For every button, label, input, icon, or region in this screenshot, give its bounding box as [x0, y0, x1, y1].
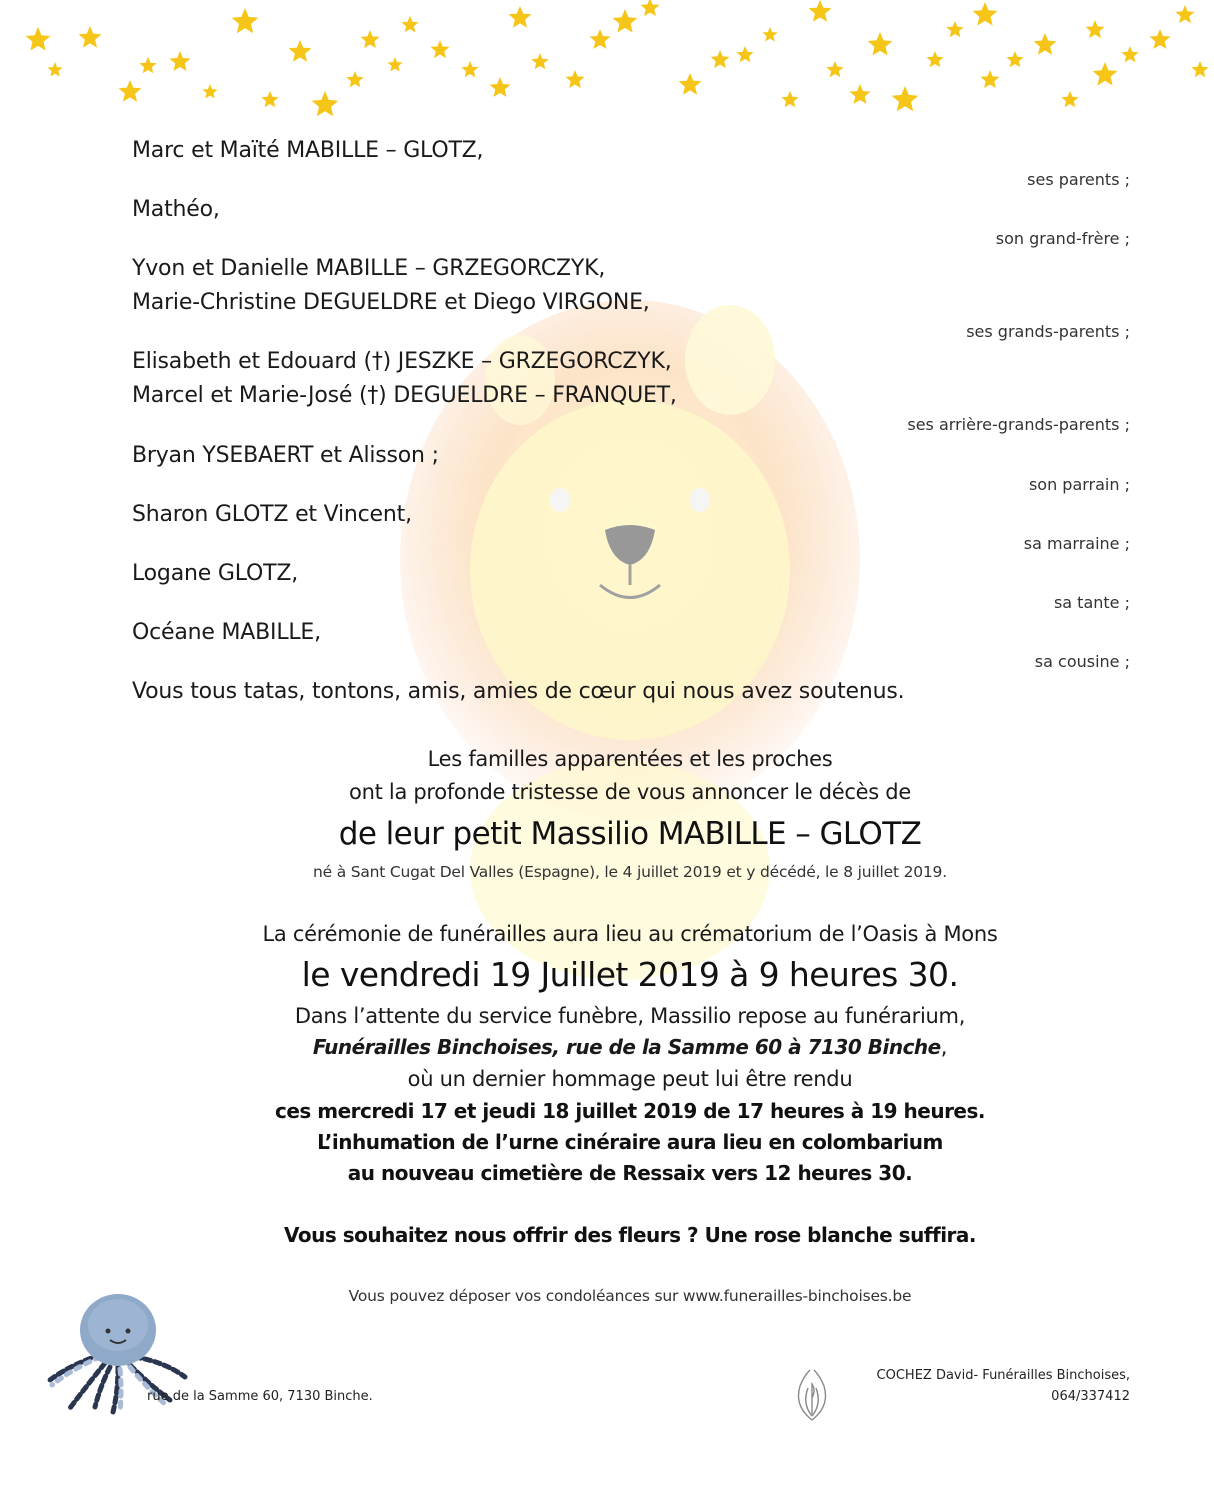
ceremony-intro: La cérémonie de funérailles aura lieu au crématorium de l’Oasis à Mons	[262, 922, 998, 946]
star-icon	[170, 51, 191, 71]
star-icon	[981, 70, 1000, 88]
relation-grandparents: ses grands-parents ;	[966, 322, 1130, 341]
star-icon	[1006, 51, 1023, 67]
urn-text-1: L’inhumation de l’urne cinéraire aura lieu en colombarium	[317, 1130, 943, 1154]
star-icon	[826, 61, 843, 77]
star-icon	[261, 91, 278, 107]
star-icon	[1176, 5, 1195, 23]
star-icon	[850, 84, 871, 104]
star-icon	[346, 71, 363, 87]
star-icon	[641, 0, 660, 16]
family-line-aunt: Logane GLOTZ,	[132, 561, 298, 586]
footer-phone: 064/337412	[1051, 1389, 1130, 1404]
star-icon	[387, 57, 402, 72]
star-icon	[973, 2, 998, 26]
star-icon	[781, 91, 798, 107]
urn-text-2: au nouveau cimetière de Ressaix vers 12 heures 30.	[347, 1161, 913, 1185]
condolences-text: Vous pouvez déposer vos condoléances sur www.funerailles-binchoises.be	[348, 1287, 912, 1305]
star-icon	[1034, 33, 1057, 55]
ceremony-date: le vendredi 19 Juillet 2019 à 9 heures 30.	[301, 955, 959, 994]
footer-company: COCHEZ David- Funérailles Binchoises,	[876, 1368, 1130, 1383]
star-icon	[926, 51, 943, 67]
funerarium-place: Funérailles Binchoises, rue de la Samme 60 à 7130 Binche	[312, 1035, 941, 1059]
star-icon	[289, 40, 312, 62]
footer-address: rue de la Samme 60, 7130 Binche.	[147, 1389, 373, 1404]
relation-cousin: sa cousine ;	[1034, 652, 1130, 671]
announcement-line-1: Les familles apparentées et les proches	[427, 747, 833, 771]
star-icon	[79, 26, 102, 48]
relation-aunt: sa tante ;	[1053, 593, 1130, 612]
star-icon	[809, 0, 832, 22]
star-icon	[868, 32, 893, 56]
star-icon	[1191, 61, 1208, 77]
star-icon	[892, 86, 919, 111]
star-icon	[26, 27, 51, 51]
relation-great-grandparents: ses arrière-grands-parents ;	[907, 415, 1130, 434]
relation-godfather: son parrain ;	[1028, 475, 1130, 494]
star-icon	[736, 46, 753, 62]
star-icon	[1093, 62, 1118, 86]
star-icon	[431, 40, 450, 58]
relation-parents: ses parents ;	[1027, 170, 1130, 189]
family-line-grandparents-2: Marie-Christine DEGUELDRE et Diego VIRGONE,	[132, 290, 650, 315]
announcement-line-2: ont la profonde tristesse de vous annoncer le décès de	[349, 780, 911, 804]
family-line-cousin: Océane MABILLE,	[132, 620, 321, 645]
family-line-great-grandparents-1: Elisabeth et Edouard (†) JESZKE – GRZEGORCZYK,	[132, 349, 672, 374]
star-icon	[531, 53, 548, 69]
family-line-parents: Marc et Maïté MABILLE – GLOTZ,	[132, 138, 484, 163]
funerarium-place-suffix: ,	[940, 1035, 948, 1059]
star-icon	[401, 16, 418, 32]
star-icon	[711, 50, 730, 68]
family-line-godfather: Bryan YSEBAERT et Alisson ;	[132, 443, 439, 468]
star-icon	[1150, 29, 1171, 49]
family-line-godmother: Sharon GLOTZ et Vincent,	[132, 502, 412, 527]
star-icon	[119, 80, 142, 102]
family-line-great-grandparents-2: Marcel et Marie-José (†) DEGUELDRE – FRANQUET,	[132, 383, 677, 408]
star-icon	[202, 84, 217, 99]
family-line-brother: Mathéo,	[132, 197, 220, 222]
star-icon	[361, 30, 380, 48]
funerarium-address	[40, 1035, 1214, 1059]
star-icon	[679, 73, 702, 95]
star-icon	[490, 77, 511, 97]
stars-banner	[0, 0, 1214, 140]
star-icon	[509, 6, 532, 28]
homage-text: où un dernier hommage peut lui être rendu	[407, 1067, 853, 1091]
star-icon	[1061, 91, 1078, 107]
funeral-company-logo	[792, 1364, 832, 1424]
star-icon	[590, 29, 611, 49]
star-icon	[762, 27, 777, 42]
star-icon	[566, 70, 585, 88]
star-icon	[1121, 46, 1138, 62]
deceased-name: de leur petit Massilio MABILLE – GLOTZ	[338, 816, 922, 852]
star-icon	[47, 62, 62, 77]
visiting-hours: ces mercredi 17 et jeudi 18 juillet 2019 de 17 heures à 19 heures.	[274, 1099, 986, 1123]
star-icon	[1086, 20, 1105, 38]
family-line-friends: Vous tous tatas, tontons, amis, amies de cœur qui nous avez soutenus.	[132, 679, 905, 704]
star-icon	[461, 61, 478, 77]
birth-death-details: né à Sant Cugat Del Valles (Espagne), le 4 juillet 2019 et y décédé, le 8 juillet 2019.	[313, 863, 947, 881]
funerarium-text: Dans l’attente du service funèbre, Massilio repose au funérarium,	[294, 1004, 966, 1028]
flowers-text: Vous souhaitez nous offrir des fleurs ? Une rose blanche suffira.	[283, 1223, 977, 1247]
star-icon	[946, 21, 963, 37]
star-icon	[232, 8, 259, 33]
relation-brother: son grand-frère ;	[995, 229, 1130, 248]
star-icon	[312, 91, 339, 116]
relation-godmother: sa marraine ;	[1023, 534, 1130, 553]
star-icon	[139, 57, 156, 73]
family-line-grandparents-1: Yvon et Danielle MABILLE – GRZEGORCZYK,	[132, 256, 606, 281]
star-icon	[613, 9, 638, 33]
